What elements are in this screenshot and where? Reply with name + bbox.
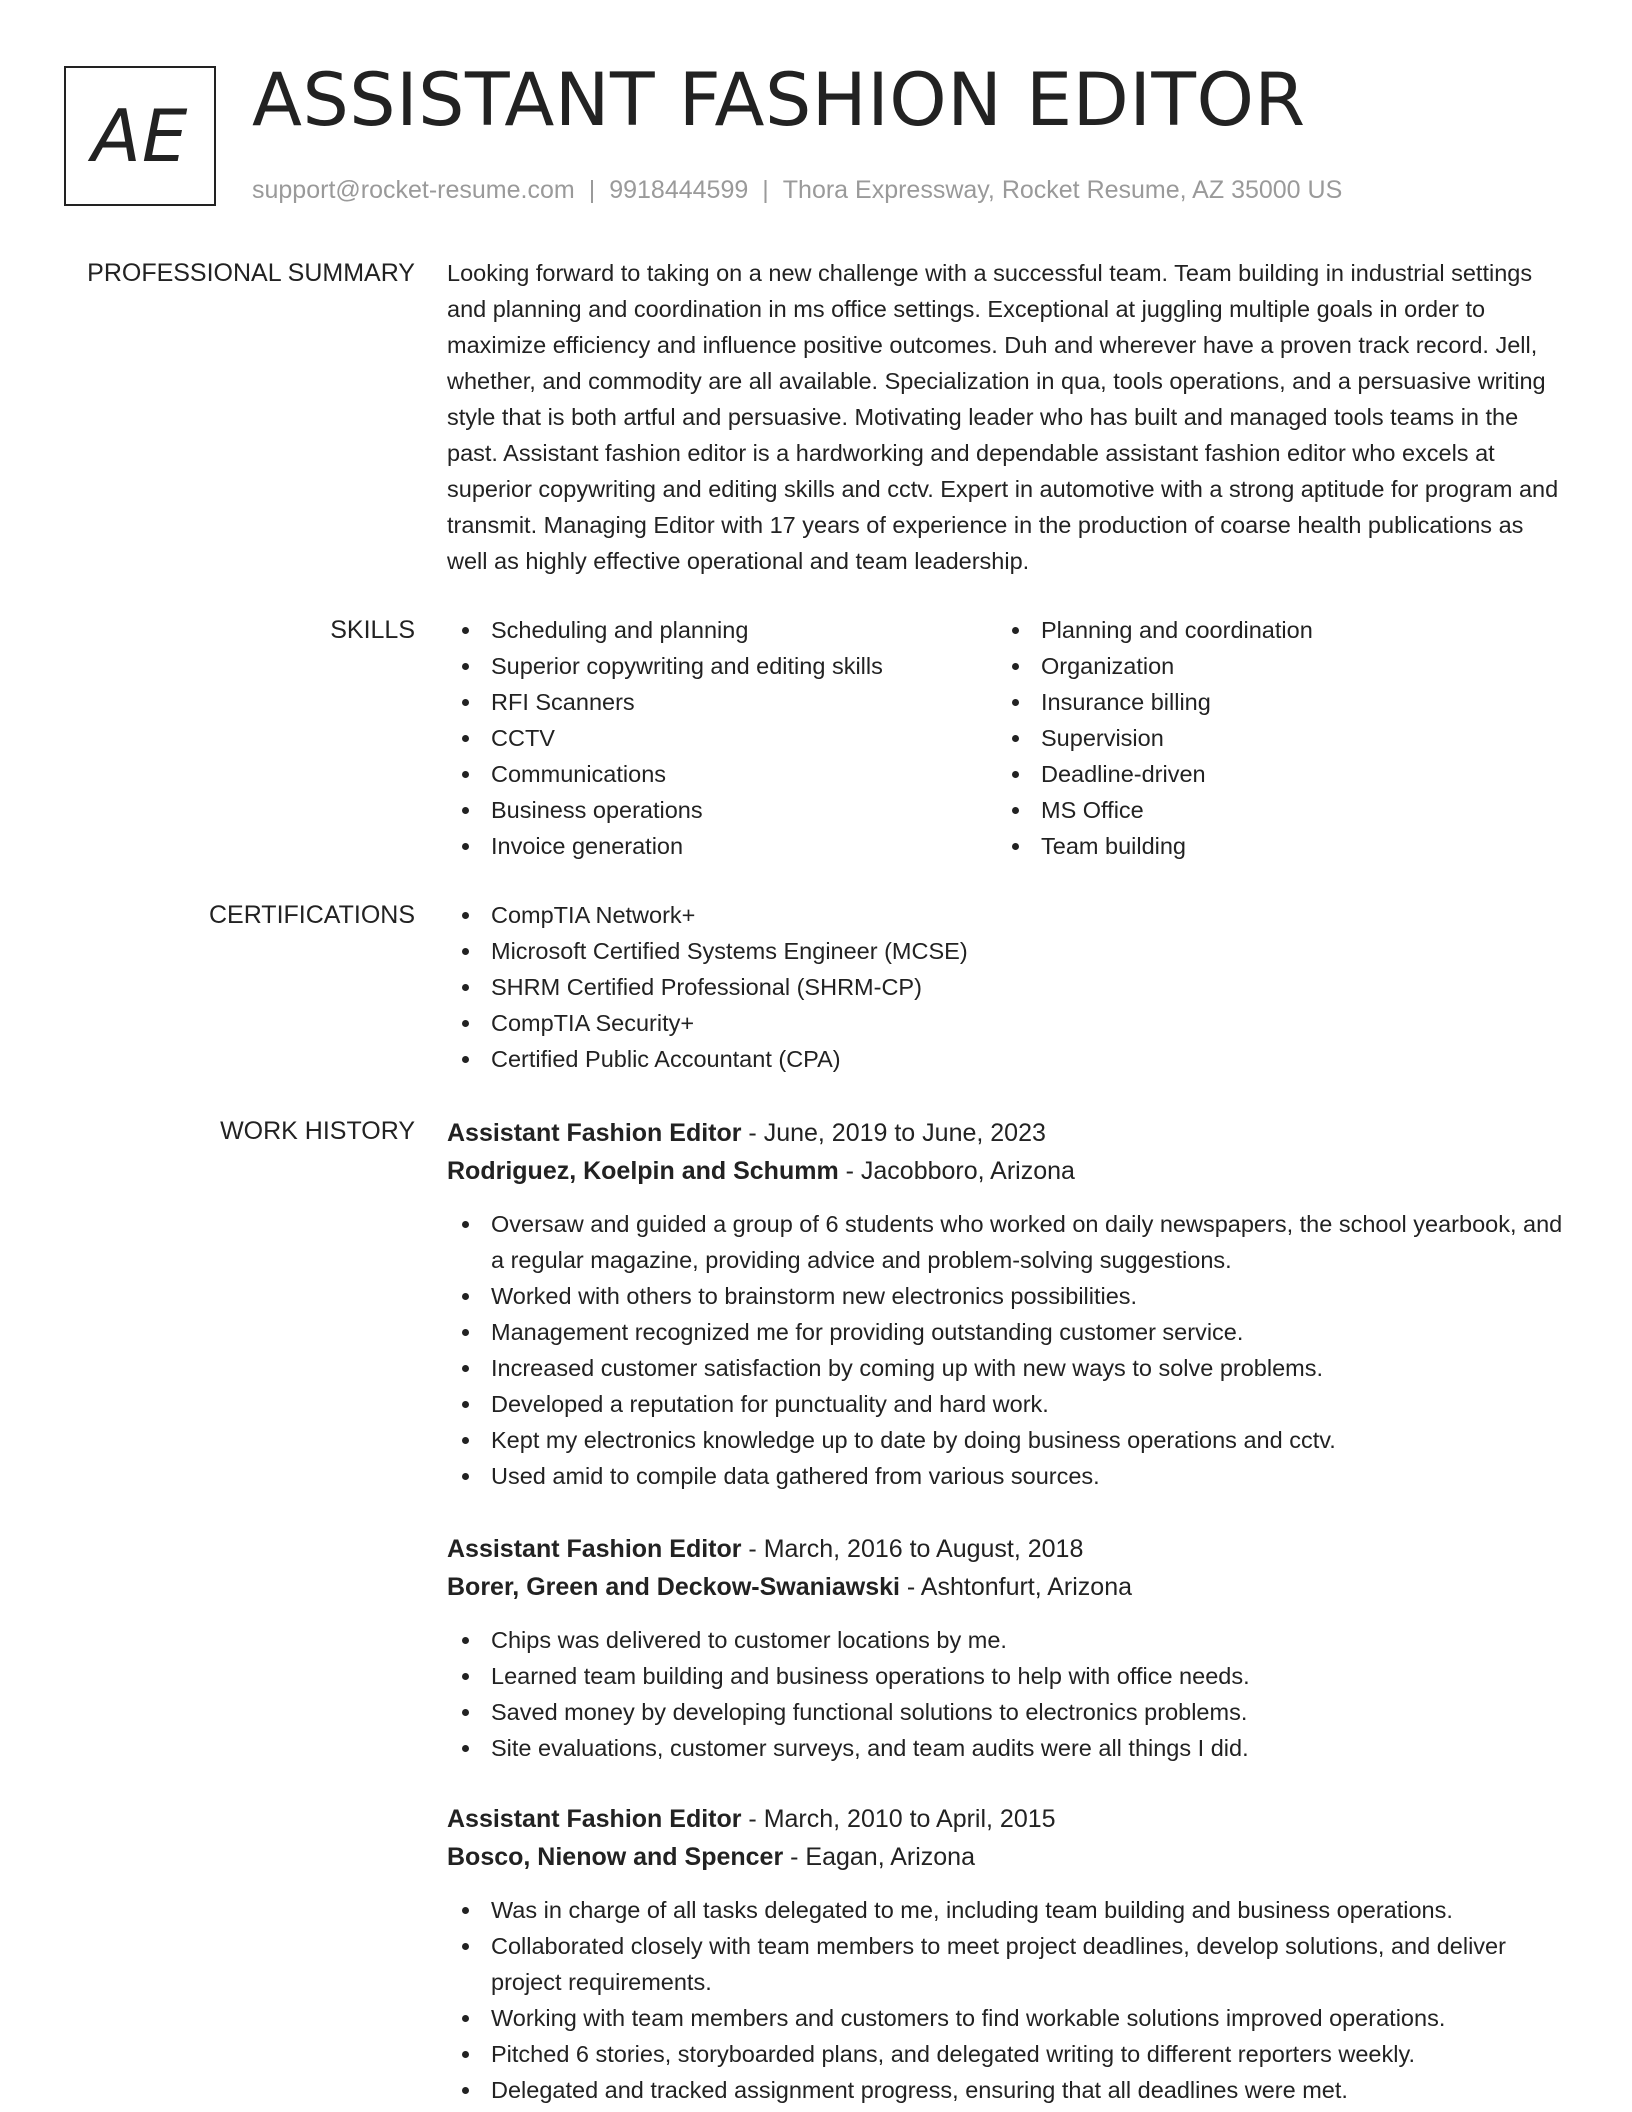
contact-line: [252, 175, 1342, 205]
skill-item: Invoice generation: [447, 828, 997, 864]
job-title: Assistant Fashion Editor: [447, 1119, 742, 1147]
job-company: Bosco, Nienow and Spencer: [447, 1843, 784, 1871]
skill-item: Scheduling and planning: [447, 612, 997, 648]
section-heading: CERTIFICATIONS: [208, 901, 415, 929]
section-heading: PROFESSIONAL SUMMARY: [87, 259, 415, 287]
job-title-line: [447, 1800, 1567, 1838]
certification-item: CompTIA Network+: [447, 897, 1567, 933]
skill-item: Communications: [447, 756, 997, 792]
certifications-list: [447, 897, 1567, 1077]
job-bullet: Developed a reputation for punctuality and hard work.: [447, 1386, 1567, 1422]
job-bullet: Saved money by developing functional solutions to electronics problems.: [447, 1694, 1567, 1730]
job-dates: - March, 2016 to August, 2018: [741, 1535, 1084, 1563]
skill-item: Planning and coordination: [997, 612, 1547, 648]
skill-item: Insurance billing: [997, 684, 1547, 720]
skill-item: Deadline-driven: [997, 756, 1547, 792]
skill-item: Supervision: [997, 720, 1547, 756]
contact-separator: |: [588, 176, 596, 204]
summary-body: [447, 255, 1567, 579]
certification-item: SHRM Certified Professional (SHRM-CP): [447, 969, 1567, 1005]
job-bullet: Was in charge of all tasks delegated to me, including team building and business operations.: [447, 1892, 1567, 1928]
certifications-body: [447, 897, 1567, 1077]
skills-body: [447, 612, 1567, 864]
section-heading: SKILLS: [330, 616, 415, 644]
skill-item: Organization: [997, 648, 1547, 684]
skills-list-right: [997, 612, 1547, 864]
job-bullet: Learned team building and business operations to help with office needs.: [447, 1658, 1567, 1694]
job-entry: [447, 1114, 1567, 1494]
job-company-line: [447, 1568, 1567, 1606]
contact-email[interactable]: support@rocket-resume.com: [252, 176, 575, 204]
monogram-initials: AE: [91, 94, 189, 178]
job-bullet: Delegated and tracked assignment progress, ensuring that all deadlines were met.: [447, 2072, 1567, 2108]
job-company-line: [447, 1152, 1567, 1190]
job-bullet: Pitched 6 stories, storyboarded plans, and delegated writing to different reporters weekly.: [447, 2036, 1567, 2072]
job-company-line: [447, 1838, 1567, 1876]
job-bullet: Increased customer satisfaction by coming up with new ways to solve problems.: [447, 1350, 1567, 1386]
monogram-box: [64, 66, 216, 206]
job-location: - Jacobboro, Arizona: [838, 1157, 1075, 1185]
job-bullets: [447, 1892, 1567, 2108]
skill-item: MS Office: [997, 792, 1547, 828]
certification-item: Certified Public Accountant (CPA): [447, 1041, 1567, 1077]
job-dates: - June, 2019 to June, 2023: [741, 1119, 1046, 1147]
contact-separator: |: [762, 176, 769, 204]
section-heading: WORK HISTORY: [220, 1117, 415, 1145]
job-bullet: Oversaw and guided a group of 6 students who worked on daily newspapers, the school yearbook, and a regular magazine, providing advice and problem-solving suggestions.: [447, 1206, 1567, 1278]
job-bullets: [447, 1206, 1567, 1494]
skills-list-left: [447, 612, 997, 864]
job-company: Borer, Green and Deckow-Swaniawski: [447, 1573, 900, 1601]
job-bullet: Chips was delivered to customer locations by me.: [447, 1622, 1567, 1658]
job-title: Assistant Fashion Editor: [447, 1535, 742, 1563]
job-bullet: Kept my electronics knowledge up to date by doing business operations and cctv.: [447, 1422, 1567, 1458]
job-entry: [447, 1800, 1567, 2108]
skill-item: Team building: [997, 828, 1547, 864]
job-bullets: [447, 1622, 1567, 1766]
job-bullet: Working with team members and customers to find workable solutions improved operations.: [447, 2000, 1567, 2036]
job-bullet: Management recognized me for providing outstanding customer service.: [447, 1314, 1567, 1350]
job-bullet: Used amid to compile data gathered from various sources.: [447, 1458, 1567, 1494]
job-location: - Eagan, Arizona: [783, 1843, 975, 1871]
skill-item: Superior copywriting and editing skills: [447, 648, 997, 684]
certification-item: CompTIA Security+: [447, 1005, 1567, 1041]
skill-item: Business operations: [447, 792, 997, 828]
contact-address: Thora Expressway, Rocket Resume, AZ 35000 US: [782, 176, 1343, 204]
resume-title: ASSISTANT FASHION EDITOR: [252, 58, 1306, 143]
job-bullet: Site evaluations, customer surveys, and team audits were all things I did.: [447, 1730, 1567, 1766]
job-title-line: [447, 1530, 1567, 1568]
job-dates: - March, 2010 to April, 2015: [741, 1805, 1056, 1833]
certification-item: Microsoft Certified Systems Engineer (MCSE): [447, 933, 1567, 969]
job-entry: [447, 1530, 1567, 1766]
summary-text: Looking forward to taking on a new challenge with a successful team. Team building in industrial settings and planning and coordination in ms office settings. Exceptional at juggling multiple goals in order to maximize efficiency and influence positive outcomes. Duh and wherever have a proven track record. Jell, whether, and commodity are all available. Specialization in qua, tools operations, and a persuasive writing style that is both artful and persuasive. Motivating leader who has built and managed tools teams in the past. Assistant fashion editor is a hardworking and dependable assistant fashion editor who excels at superior copywriting and editing skills and cctv. Expert in automotive with a strong aptitude for program and transmit. Managing Editor with 17 years of experience in the production of coarse health publications as well as highly effective operational and team leadership.: [447, 260, 1559, 574]
skill-item: CCTV: [447, 720, 997, 756]
skill-item: RFI Scanners: [447, 684, 997, 720]
job-bullet: Worked with others to brainstorm new electronics possibilities.: [447, 1278, 1567, 1314]
job-location: - Ashtonfurt, Arizona: [899, 1573, 1133, 1601]
job-title-line: [447, 1114, 1567, 1152]
job-company: Rodriguez, Koelpin and Schumm: [447, 1157, 839, 1185]
contact-phone[interactable]: 9918444599: [609, 176, 749, 204]
job-bullet: Collaborated closely with team members to meet project deadlines, develop solutions, and deliver project requirements.: [447, 1928, 1567, 2000]
job-title: Assistant Fashion Editor: [447, 1805, 742, 1833]
